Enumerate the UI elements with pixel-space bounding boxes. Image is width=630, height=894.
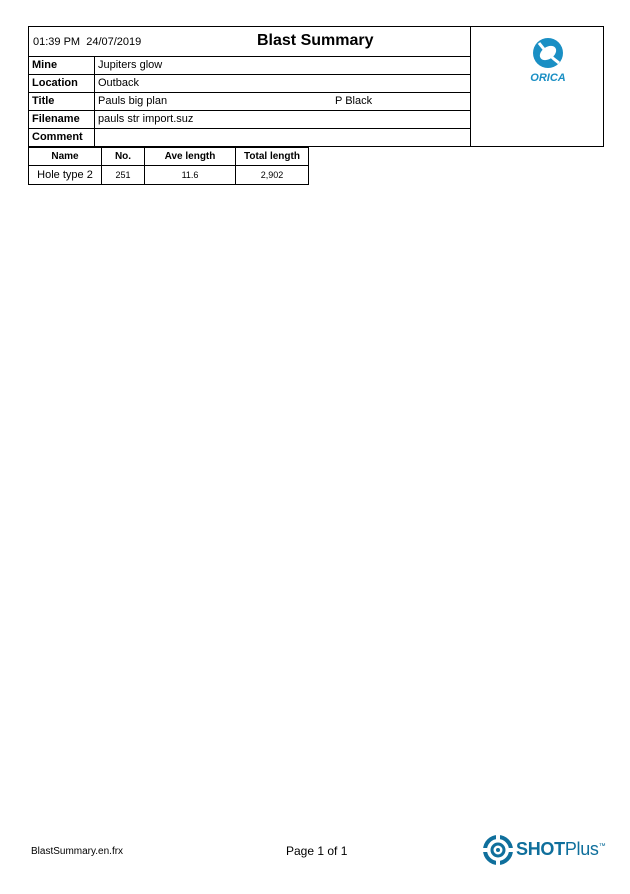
column-header-total-length: Total length [236, 148, 309, 166]
hole-summary-table [28, 147, 309, 185]
field-row-mine [29, 57, 470, 75]
field-label: Comment [29, 129, 95, 147]
report-filename: BlastSummary.en.frx [31, 846, 124, 857]
field-value: Pauls big plan [98, 95, 168, 107]
field-value: pauls str import.suz [98, 113, 194, 125]
svg-text:ORICA: ORICA [530, 72, 566, 84]
cell-name: Hole type 2 [29, 166, 102, 185]
report-title: Blast Summary [257, 32, 374, 49]
brand-bold: SHOT [516, 839, 565, 859]
brand-light: Plus [564, 839, 599, 859]
table-row [29, 166, 309, 185]
field-row-comment [29, 129, 470, 147]
field-value: Outback [98, 77, 139, 89]
field-label: Title [29, 93, 95, 110]
report-date: 24/07/2019 [86, 36, 142, 48]
column-header-ave-length: Ave length [145, 148, 236, 166]
field-label: Filename [29, 111, 95, 128]
cell-count: 251 [102, 166, 145, 185]
cell-ave-length: 11.6 [145, 166, 236, 185]
field-row-title [29, 93, 470, 111]
timestamp [33, 36, 141, 48]
target-icon [482, 834, 514, 866]
page-number: Page 1 of 1 [286, 844, 348, 858]
header-title-row [29, 27, 470, 57]
column-header-name: Name [29, 148, 102, 166]
table-header-row [29, 148, 309, 166]
field-row-filename [29, 111, 470, 129]
report-header [28, 26, 604, 147]
field-value: Jupiters glow [98, 59, 163, 71]
field-label: Mine [29, 57, 95, 74]
brand-tm: ™ [598, 843, 606, 850]
shotplus-logo [482, 834, 604, 866]
field-row-location [29, 75, 470, 93]
column-header-count: No. [102, 148, 145, 166]
report-time: 01:39 PM [33, 36, 81, 48]
header-info-panel [29, 27, 471, 146]
cell-total-length: 2,902 [236, 166, 309, 185]
shotplus-wordmark [516, 839, 605, 860]
field-label: Location [29, 75, 95, 92]
field-value-secondary: P Black [335, 95, 373, 107]
orica-logo-icon [517, 33, 579, 87]
